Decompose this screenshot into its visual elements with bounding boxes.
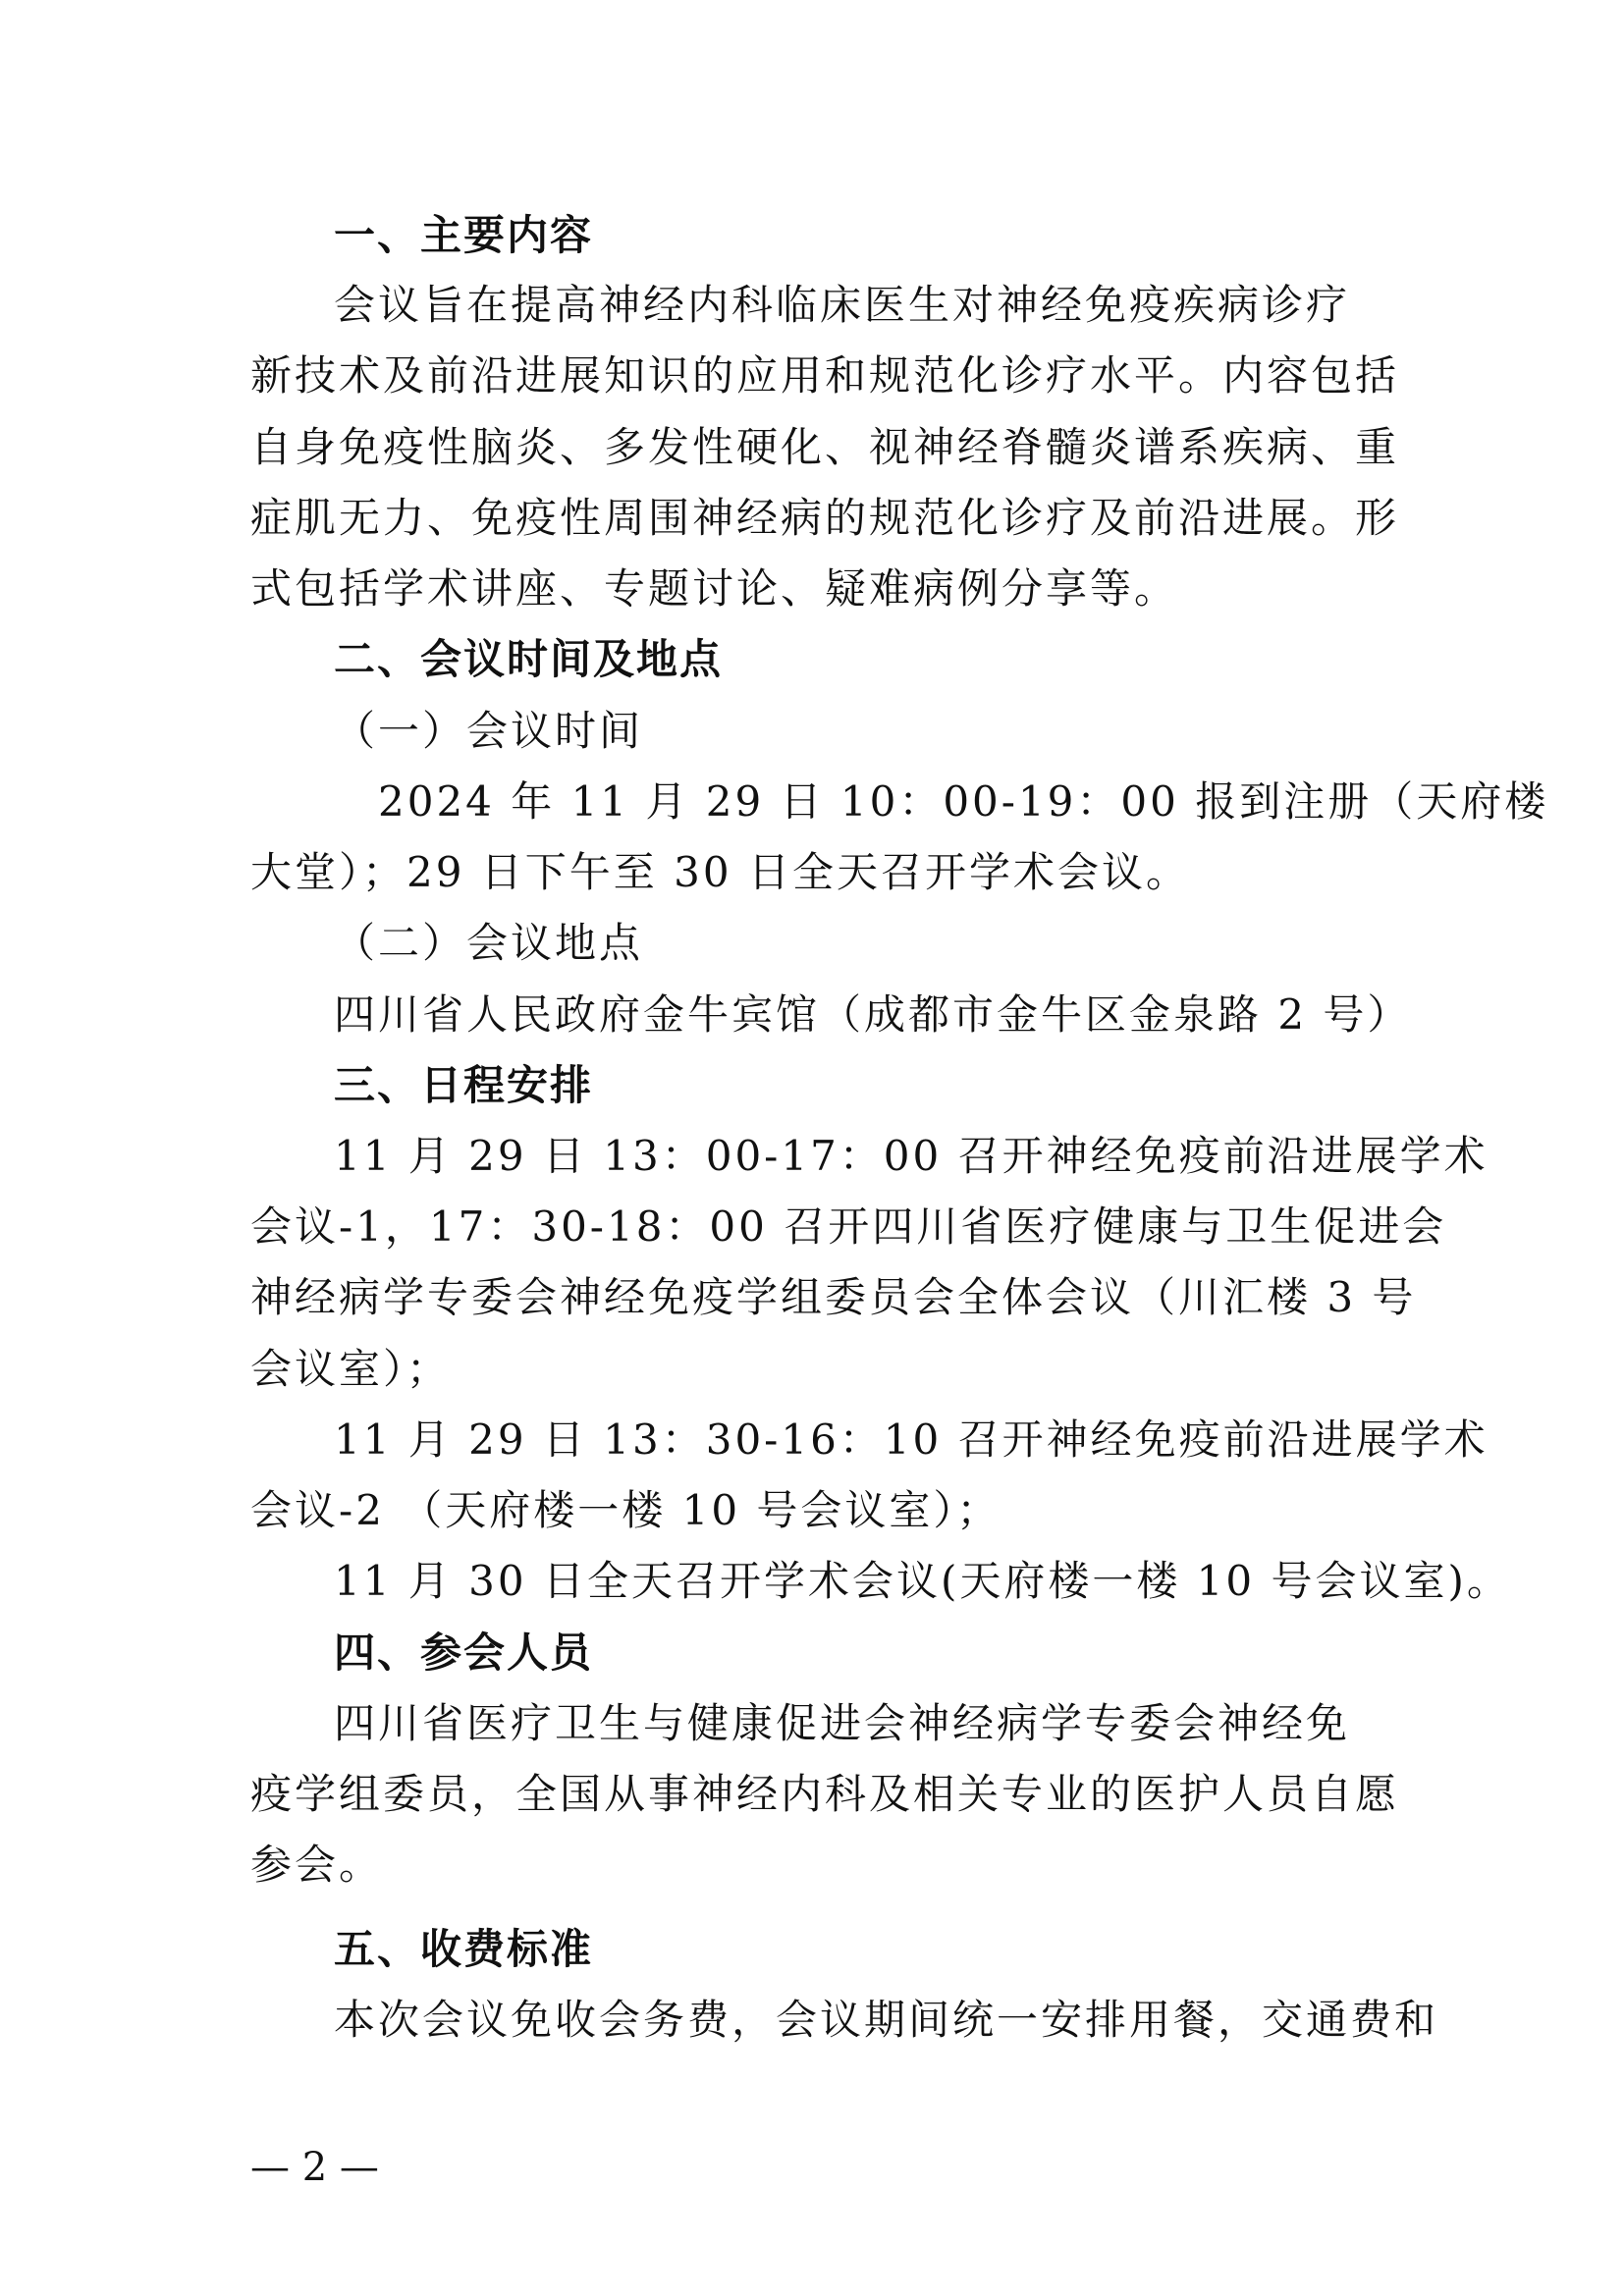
section-heading-main-content: 一、主要内容 bbox=[334, 211, 594, 259]
paragraph-line: 大堂）；29 日下午至 30 日全天召开学术会议。 bbox=[250, 848, 1190, 896]
paragraph-line: 自身免疫性脑炎、多发性硬化、视神经脊髓炎谱系疾病、重 bbox=[250, 423, 1400, 471]
section-heading-time-place: 二、会议时间及地点 bbox=[334, 635, 724, 683]
paragraph-line: 式包括学术讲座、专题讨论、疑难病例分享等。 bbox=[250, 564, 1179, 613]
paragraph-line: 11 月 29 日 13：30-16：10 召开神经免疫前沿进展学术 bbox=[334, 1415, 1489, 1464]
paragraph-line: 神经病学专委会神经免疫学组委员会全体会议（川汇楼 3 号 bbox=[250, 1273, 1417, 1321]
page-number: — 2 — bbox=[250, 2145, 379, 2190]
paragraph-line: 会议-1，17：30-18：00 召开四川省医疗健康与卫生促进会 bbox=[250, 1202, 1447, 1251]
paragraph-line: 会议室）； bbox=[250, 1345, 452, 1393]
section-heading-schedule: 三、日程安排 bbox=[334, 1061, 594, 1109]
paragraph-line: 会议-2 （天府楼一楼 10 号会议室）； bbox=[250, 1486, 1001, 1534]
paragraph-line: 四川省人民政府金牛宾馆（成都市金牛区金泉路 2 号） bbox=[334, 990, 1412, 1039]
paragraph-line: 本次会议免收会务费，会议期间统一安排用餐，交通费和 bbox=[334, 1996, 1439, 2044]
subheading-time: （一）会议时间 bbox=[334, 707, 644, 755]
subheading-place: （二）会议地点 bbox=[334, 919, 644, 967]
paragraph-line: 参会。 bbox=[250, 1841, 384, 1889]
section-heading-attendees: 四、参会人员 bbox=[334, 1629, 594, 1677]
paragraph-line: 四川省医疗卫生与健康促进会神经病学专委会神经免 bbox=[334, 1699, 1351, 1747]
paragraph-line: 新技术及前沿进展知识的应用和规范化诊疗水平。内容包括 bbox=[250, 351, 1400, 400]
paragraph-line: 疫学组委员，全国从事神经内科及相关专业的医护人员自愿 bbox=[250, 1770, 1400, 1818]
section-heading-fees: 五、收费标准 bbox=[334, 1925, 594, 1973]
paragraph-line: 11 月 30 日全天召开学术会议(天府楼一楼 10 号会议室)。 bbox=[334, 1557, 1511, 1605]
paragraph-line: 11 月 29 日 13：00-17：00 召开神经免疫前沿进展学术 bbox=[334, 1132, 1489, 1180]
paragraph-line: 2024 年 11 月 29 日 10：00-19：00 报到注册（天府楼 bbox=[378, 777, 1549, 826]
paragraph-line: 会议旨在提高神经内科临床医生对神经免疫疾病诊疗 bbox=[334, 281, 1351, 329]
paragraph-line: 症肌无力、免疫性周围神经病的规范化诊疗及前沿进展。形 bbox=[250, 494, 1400, 542]
